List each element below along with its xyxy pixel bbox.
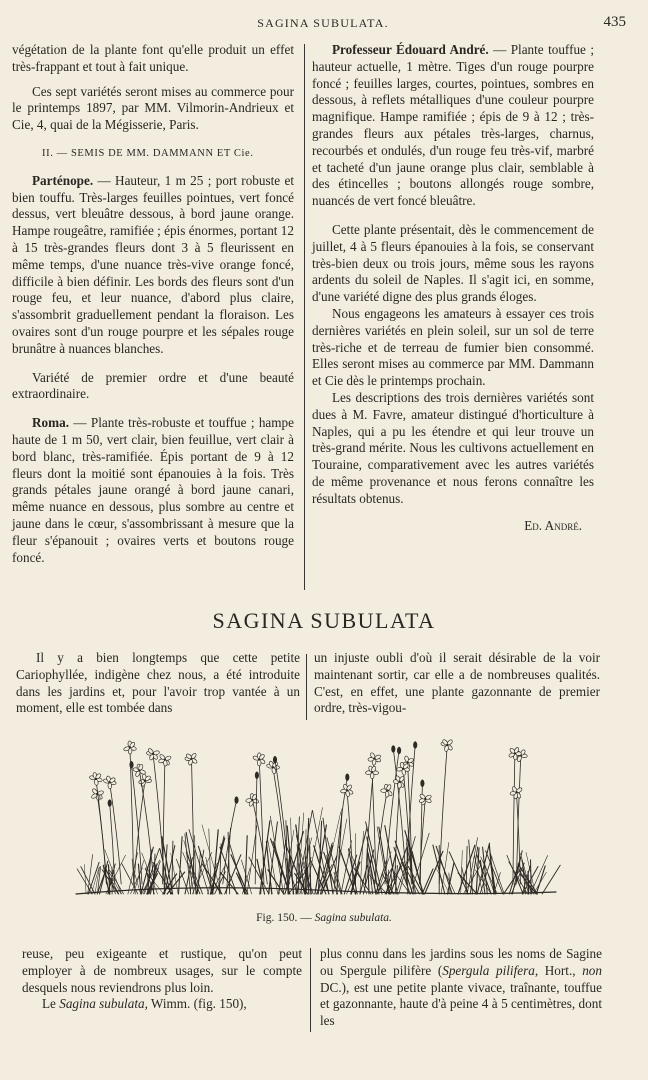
paragraph-partenope [12,173,294,358]
page-number: 435 [603,14,626,30]
roma-description: — Plante très-robuste et touffue ; hampe haute de 1 m 50, vert clair, bien feuillue, vert clair à bord blanc, très-ramifiée. Épis portant de 9 à 12 fleurs dont la moitié sont épanouies à la fois. Très grands pétales jaune orangé à bord jaune canari, même nuance en dessous, plus sombre au centre et jaune dans le cœur, s'assombrissant à mesure que la fleur s'épanouit ; ovaires verts et boutons rouge foncé. [12,415,294,565]
article-right-column [314,650,600,717]
variety-name-roma: Roma. [32,415,69,431]
paragraph-cultivation: Nous engageons les amateurs à essayer ces trois dernières variétés en plein soleil, sur un sol de terre très-riche et de terreau de fumier bien consommé. Elles seront mises au commerce par MM. Dammann et Cie dès le printemps prochain. [312,305,594,389]
running-title: SAGINA SUBULATA. [257,16,389,30]
article-intro-left: Il y a bien longtemps que cette petite Cariophyllée, indigène chez nous, a été introduite dans les jardins et, pour l'avoir trop vantée à un moment, elle est tombée dans [16,650,300,716]
sagina-engraving [66,734,566,906]
paragraph-release: Ces sept variétés seront mises au commerce pour le printemps 1897, par MM. Vilmorin-Andrieux et Cie, 4, quai de la Mégisserie, Paris. [12,83,294,133]
page-header [12,14,634,36]
column-divider [304,44,305,590]
bottom-column-divider [310,948,311,1032]
author-signature: Ed. André. [524,517,582,533]
prof-andre-description: — Plante touffue ; hauteur actuelle, 1 mètre. Tiges d'un rouge pourpre foncé ; feuilles larges, courtes, pointues, sombres en dessous, à reflets métalliques d'une couleur pourpre magnifique. Hampe ramifiée ; épis de 9 à 12 ; très-grandes fleurs aux pétales très-larges, charnus, recourbés et ondulés, d'un rouge feu très-vif, marbré et tacheté d'un jaune orange plus clair, semblable à des étincelles ; boutons allongés rouge sombre, nuancés de vert foncé bleuâtre. [312,42,594,209]
figure-species-name: Sagina subulata. [314,912,392,924]
non-italic: non [582,962,602,978]
sagina-authority: Wimm. (fig. 150), [147,996,247,1012]
article-left-column [16,650,300,717]
article-sagina-paragraph [22,996,302,1013]
spergula-italic-name: Spergula pilifera [442,962,535,978]
variety-name-partenope: Parténope. [32,172,94,188]
top-right-column [312,42,594,534]
paragraph-naples: Cette plante présentait, dès le commencement de juillet, 4 à 5 fleurs épanouies à la fois, se conservant très-bien deux ou trois jours, même sous les rayons ardents du soleil de Naples. Il s'agit ici, en somme, d'une variété digne des plus grands éloges. [312,221,594,305]
sagina-italic-name: Sagina subulata, [59,996,148,1012]
plant-illustration [66,734,566,906]
paragraph-variety-note: Variété de premier ordre et d'une beauté extraordinaire. [12,369,294,402]
article-continuation: reuse, peu exigeante et rustique, qu'on peut employer à de nombreux usages, sur le compte desquels nous reviendrons plus loin. [22,946,302,995]
synonyms-mid: , Hort., [534,962,583,978]
synonyms-lead: plus connu dans les jardins sous les noms de Sagine ou Spergule pilifère ( [320,946,602,978]
paragraph-descriptions: Les descriptions des trois dernières variétés sont dues à M. Favre, amateur distingué d'horticulture à Naples, qui a pu les étendre et qui leur trouve un très-grand mérite. Nous les cultivons actuellement en Touraine, comparativement avec les autres variétés de même provenance et nous ferons connaître les résultats obtenus. [312,389,594,506]
variety-name-prof-andre: Professeur Édouard André. [332,42,489,57]
article-synonyms-paragraph [320,946,602,1030]
section-heading: II. — SEMIS DE MM. DAMMANN ET Cie. [42,147,254,159]
article-bottom-left-column [22,946,302,1013]
article-column-divider [306,654,307,720]
article-title: SAGINA SUBULATA [212,608,436,633]
paragraph-roma [12,415,294,566]
figure-label: Fig. 150. — [256,912,312,924]
paragraph-prof-andre [312,42,594,210]
partenope-description: — Hauteur, 1 m 25 ; port robuste et bien touffu. Très-larges feuilles pointues, vert foncé dessus, vert bleuâtre dessous, à bord jaune orange. Hampe rougeâtre, ramifiée ; épis énormes, portant 12 à 15 très-grandes fleurs dont 3 à 5 fleurissent en même temps, d'une nuance très-vive orange foncé, difficile à bien définir. Les bords des fleurs sont d'un rouge feu, et leur nuance, d'abord plus claire, s'assombrit graduellement pendant la floraison. Les ovaires sont d'un rouge pourpre et les sépales rouge brunâtre à nuances blanches. [12,172,294,356]
article-intro-right: un injuste oubli d'où il serait désirable de la voir maintenant sortir, car elle a de nombreuses qualités. C'est, en effet, une plante gazonnante de premier ordre, très-vigou- [314,650,600,716]
article-bottom-right-column [320,946,602,1030]
figure-caption [0,912,648,924]
sagina-lead: Le [42,996,60,1012]
paragraph-intro: végétation de la plante font qu'elle produit un effet très-frappant et tout à fait unique. [12,42,294,74]
synonyms-tail: DC.), est une petite plante vivace, traînante, touffue et gazonnante, haute d'à peine 4 à 5 centimètres, dont les [320,979,602,1029]
top-left-column [12,42,294,566]
